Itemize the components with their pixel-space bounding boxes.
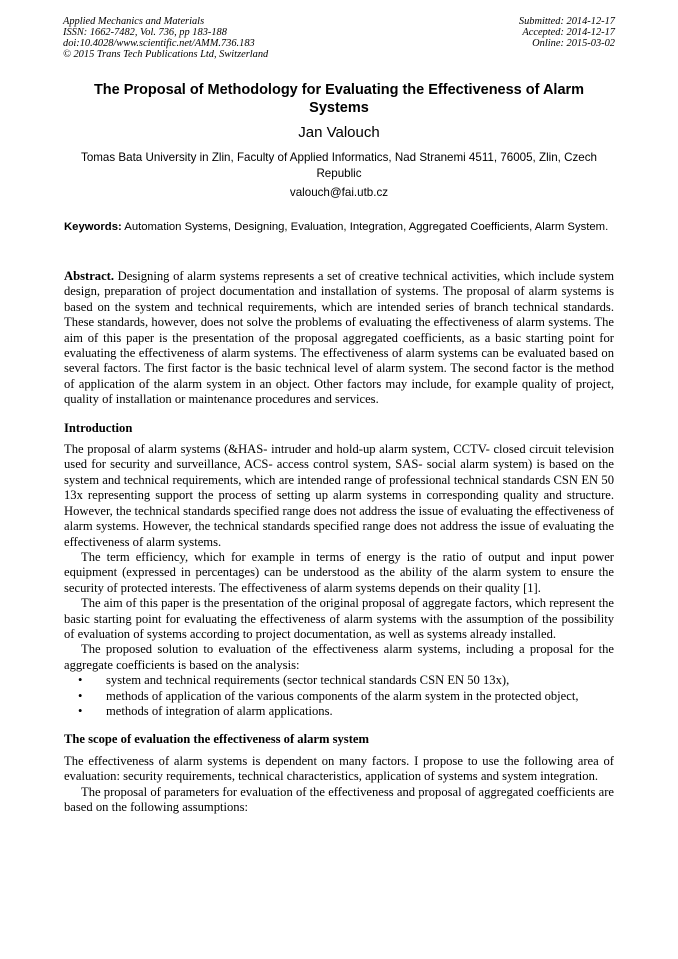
list-item: • methods of application of the various components of the alarm system in the protected object, xyxy=(78,688,579,703)
author-email: valouch@fai.utb.cz xyxy=(289,186,389,199)
intro-paragraph: The proposed solution to evaluation of the effectiveness alarm systems, including a proposal for the aggregate coefficients is based on the analysis: xyxy=(64,642,614,672)
accepted-date: Accepted: 2014-12-17 xyxy=(522,27,615,38)
journal-doi: doi:10.4028/www.scientific.net/AMM.736.183 xyxy=(63,38,255,49)
intro-paragraph: The proposal of alarm systems (&HAS- intruder and hold-up alarm system, CCTV- closed circuit television used for security and surveillance, ACS- access control system, SAS- social alarm system) is based on the system and technical requirements, which are intended range of professional technical standards CSN EN 50 13x representing support the process of setting up alarm systems in corresponding quality and structure. However, the technical standards specified range does not address the issue of evaluating the effectiveness of alarm systems. However, the technical standards specified range does not address the issue of evaluating the effectiveness of alarm systems. xyxy=(64,442,614,549)
online-date: Online: 2015-03-02 xyxy=(532,38,615,49)
journal-info xyxy=(63,16,268,60)
author-name: Jan Valouch xyxy=(298,124,380,141)
paper-title: The Proposal of Methodology for Evaluating the Effectiveness of Alarm Systems xyxy=(93,82,585,116)
analysis-list xyxy=(64,673,614,719)
author-affiliation: Tomas Bata University in Zlin, Faculty of Applied Informatics, Nad Stranemi 4511, 76005, Zlin, Czech Republic xyxy=(81,151,597,180)
abstract xyxy=(64,269,614,408)
journal-copyright: © 2015 Trans Tech Publications Ltd, Switzerland xyxy=(63,49,269,60)
scope-heading: The scope of evaluation the effectiveness of alarm system xyxy=(64,732,369,747)
paper-body xyxy=(64,269,614,815)
list-item: • system and technical requirements (sector technical standards CSN EN 50 13x), xyxy=(78,673,510,688)
list-item: • methods of integration of alarm applications. xyxy=(78,703,333,718)
abstract-label: Abstract. xyxy=(64,269,115,283)
keywords-text: Automation Systems, Designing, Evaluation, Integration, Aggregated Coefficients, Alarm System. xyxy=(121,221,609,233)
abstract-text: Designing of alarm systems represents a set of creative technical activities, which include system design, preparation of project documentation and installation of systems. The proposal of alarm systems is based on the system and technical requirements, which are intended series of branch technical standards. These standards, however, does not solve the problems of evaluating the effectiveness of alarm systems. The aim of this paper is the presentation of the proposal aggregated coefficients, as a basic starting point for evaluating the effectiveness of alarm systems. The effectiveness of alarm systems can be evaluated based on several factors. The first factor is the basic technical level of alarm system. The second factor is the method of application of the alarm system in an object. Other factors may include, for example quality of project, quality of installation or maintenance procedures and services. xyxy=(64,269,614,407)
journal-name: Applied Mechanics and Materials xyxy=(63,16,205,27)
introduction-heading: Introduction xyxy=(64,420,133,435)
submitted-date: Submitted: 2014-12-17 xyxy=(518,16,615,27)
intro-paragraph: The aim of this paper is the presentation of the original proposal of aggregate factors, which represent the basic starting point for evaluating the effectiveness of alarm systems with the assumption of the possibility of evaluation of systems according to project documentation, as well as systems already installed. xyxy=(64,596,614,641)
scope-paragraph: The proposal of parameters for evaluation of the effectiveness and proposal of aggregated coefficients are based on the following assumptions: xyxy=(64,784,614,814)
journal-issn: ISSN: 1662-7482, Vol. 736, pp 183-188 xyxy=(63,27,227,38)
scope-paragraph: The effectiveness of alarm systems is dependent on many factors. I propose to use the following area of evaluation: security requirements, technical characteristics, application of systems and system integration. xyxy=(64,753,614,784)
submission-dates xyxy=(519,16,615,49)
keywords-label: Keywords: xyxy=(64,221,122,233)
keywords xyxy=(64,220,614,236)
intro-paragraph: The term efficiency, which for example in terms of energy is the ratio of output and input power equipment (expressed in percentages) can be understood as the ability of the alarm system to ensure the security of protected interests. The effectiveness of alarm systems depends on their quality [1]. xyxy=(64,549,614,595)
